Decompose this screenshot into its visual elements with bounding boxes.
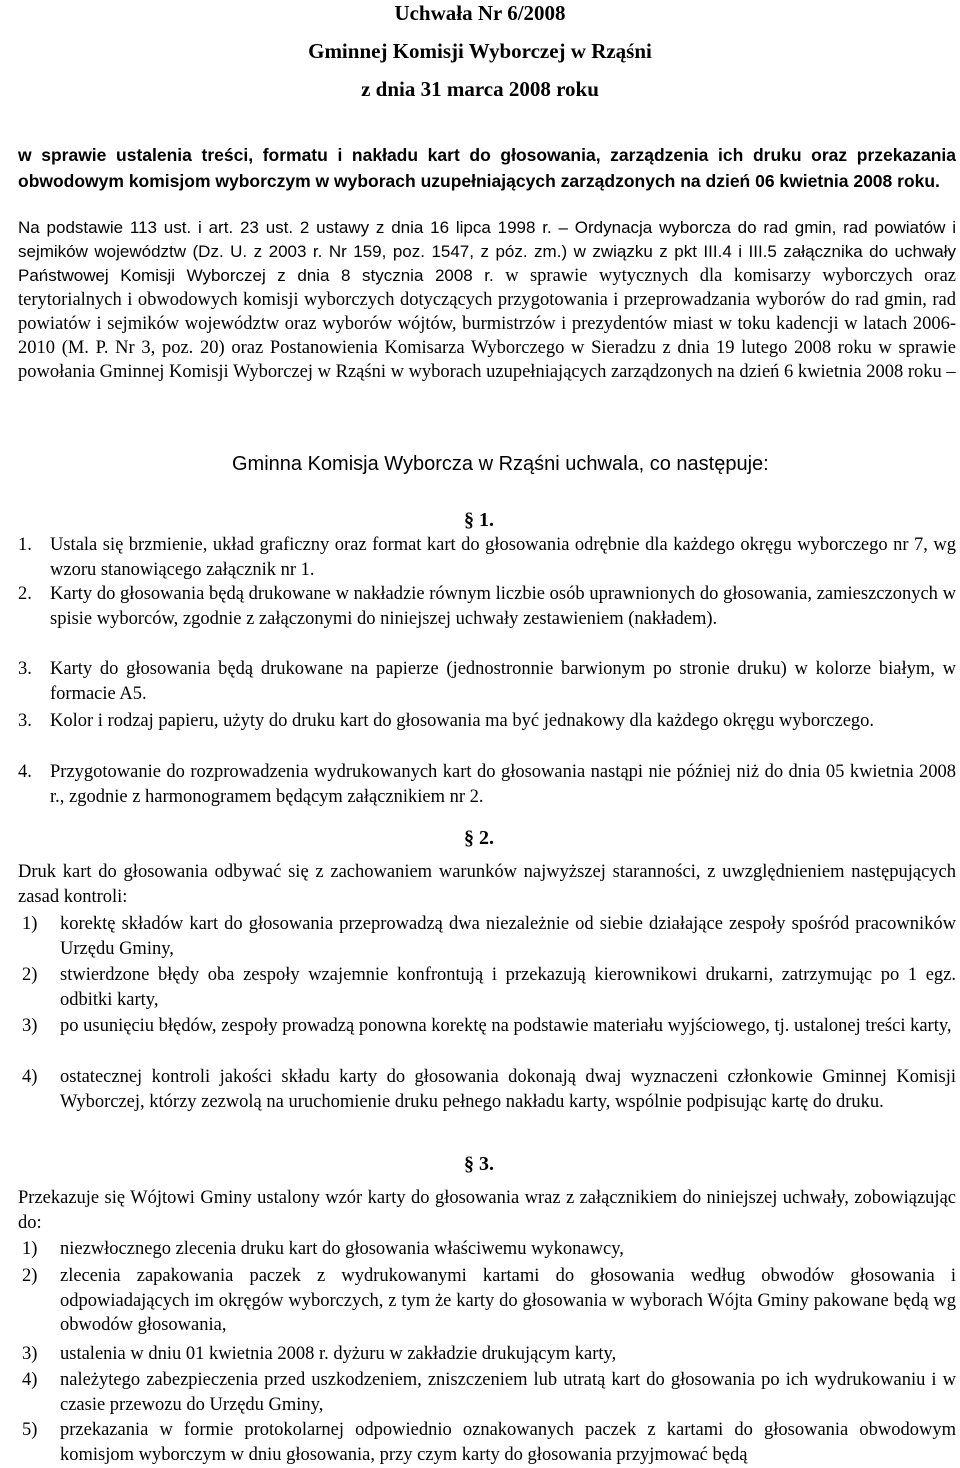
section-2-heading: § 2.	[464, 827, 494, 849]
resolution-subject: w sprawie ustalenia treści, formatu i nakładu kart do głosowania, zarządzenia ich druku oraz przekazania obwodowym komisjom wyborczym w wyborach uzupełniających zarządzonych na dzień 06 kwietnia 2008 roku.	[18, 145, 956, 191]
item-number: 3.	[18, 659, 32, 679]
section-3-item	[22, 1264, 956, 1338]
item-text: zlecenia zapakowania paczek z wydrukowanymi kartami do głosowania według obwodów głosowania i odpowiadających im okręgów wyborczych, z tym że karty do głosowania w wyborach Wójta Gminy pakowane będą wg obwodów głosowania,	[60, 1266, 956, 1335]
item-text: przekazania w formie protokolarnej odpowiednio oznakowanych paczek z kartami do głosowania obwodowym komisjom wyborczym w dniu głosowania, przy czym karty do głosowania przyjmować będą	[60, 1420, 956, 1465]
item-number: 5)	[22, 1420, 38, 1440]
item-number: 4.	[18, 762, 32, 782]
item-text: ustalenia w dniu 01 kwietnia 2008 r. dyżuru w zakładzie drukującym karty,	[60, 1344, 617, 1364]
legal-basis	[18, 216, 956, 384]
item-number: 3.	[18, 711, 32, 731]
section-2-item	[22, 963, 956, 1012]
legal-basis-part2: w sprawie wytycznych dla komisarzy wyborczych oraz terytorialnych i obwodowych komisji wyborczych dotyczących przygotowania i przeprowadzania wyborów do rad gmin, rad powiatów i sejmików województw oraz wyborów wójtów, burmistrzów i prezydentów miast w toku kadencji w latach 2006-2010 (M. P. Nr 3, poz. 20) oraz Postanowienia Komisarza Wyborczego w Sieradzu z dnia 19 lutego 2008 roku w sprawie powołania Gminnej Komisji Wyborczej w Rząśni w wyborach uzupełniających zarządzonych na dzień 6 kwietnia 2008 roku –	[18, 266, 956, 382]
item-text: Karty do głosowania będą drukowane w nakładzie równym liczbie osób uprawnionych do głosowania, zamieszczonych w spisie wyborców, zgodnie z załączonymi do niniejszej uchwały zestawieniem (nakładem).	[50, 584, 956, 629]
section-2-intro: Druk kart do głosowania odbywać się z zachowaniem warunków najwyższej staranności, z uwzględnieniem następujących zasad kontroli:	[18, 862, 956, 907]
section-1-item	[18, 760, 956, 809]
resolution-date: z dnia 31 marca 2008 roku	[361, 77, 599, 101]
item-number: 4)	[22, 1370, 38, 1390]
item-text: po usunięciu błędów, zespoły prowadzą ponowna korektę na podstawie materiału wyjściowego, tj. ustalonej treści karty,	[60, 1016, 952, 1036]
resolves-statement: Gminna Komisja Wyborcza w Rząśni uchwala, co następuje:	[232, 453, 769, 475]
item-number: 1.	[18, 535, 32, 555]
section-3-item	[22, 1237, 956, 1262]
section-3-item	[22, 1368, 956, 1417]
item-number: 4)	[22, 1067, 38, 1087]
item-number: 2)	[22, 965, 38, 985]
item-number: 3)	[22, 1344, 38, 1364]
section-2-item	[22, 1065, 956, 1114]
item-number: 2)	[22, 1266, 38, 1286]
resolution-body: Gminnej Komisji Wyborczej w Rząśni	[308, 39, 652, 63]
item-number: 2.	[18, 584, 32, 604]
item-text: Karty do głosowania będą drukowane na papierze (jednostronnie barwionym po stronie druku) w kolorze białym, w formacie A5.	[50, 659, 956, 704]
item-number: 1)	[22, 914, 38, 934]
section-1-item	[18, 709, 956, 734]
item-number: 1)	[22, 1239, 38, 1259]
section-1-item	[18, 533, 956, 582]
section-1-heading: § 1.	[464, 509, 494, 531]
item-text: Ustala się brzmienie, układ graficzny oraz format kart do głosowania odrębnie dla każdego okręgu wyborczego nr 7, wg wzoru stanowiącego załącznik nr 1.	[50, 535, 956, 580]
section-2-item	[22, 1014, 956, 1039]
item-text: należytego zabezpieczenia przed uszkodzeniem, zniszczeniem lub utratą kart do głosowania po ich wydrukowaniu i w czasie przewozu do Urzędu Gminy,	[60, 1370, 956, 1415]
item-number: 3)	[22, 1016, 38, 1036]
item-text: niezwłocznego zlecenia druku kart do głosowania właściwemu wykonawcy,	[60, 1239, 624, 1259]
item-text: stwierdzone błędy oba zespoły wzajemnie konfrontują i przekazują kierownikowi drukarni, zatrzymując po 1 egz. odbitki karty,	[60, 965, 956, 1010]
item-text: korektę składów kart do głosowania przeprowadzą dwa niezależnie od siebie działające zespoły spośród pracowników Urzędu Gminy,	[60, 914, 956, 959]
section-3-item	[22, 1342, 956, 1367]
item-text: Przygotowanie do rozprowadzenia wydrukowanych kart do głosowania nastąpi nie później niż do dnia 05 kwietnia 2008 r., zgodnie z harmonogramem będącym załącznikiem nr 2.	[50, 762, 956, 807]
section-1-item	[18, 582, 956, 631]
item-text: ostatecznej kontroli jakości składu karty do głosowania dokonają dwaj wyznaczeni członkowie Gminnej Komisji Wyborczej, którzy zezwolą na uruchomienie druku pełnego nakładu karty, wspólnie podpisując kartę do druku.	[60, 1067, 956, 1112]
section-2-item	[22, 912, 956, 961]
section-3-heading: § 3.	[464, 1153, 494, 1175]
item-text: Kolor i rodzaj papieru, użyty do druku kart do głosowania ma być jednakowy dla każdego okręgu wyborczego.	[50, 711, 875, 731]
resolution-title: Uchwała Nr 6/2008	[394, 1, 566, 25]
section-3-intro: Przekazuje się Wójtowi Gminy ustalony wzór karty do głosowania wraz z załącznikiem do niniejszej uchwały, zobowiązując do:	[18, 1188, 956, 1233]
section-1-item	[18, 657, 956, 706]
section-3-item	[22, 1418, 956, 1467]
legal-basis-part1: Na podstawie 113 ust. i art. 23 ust. 2 ustawy z dnia 16 lipca 1998 r. – Ordynacja wyborcza do rad gmin, rad powiatów i sejmików województw (Dz. U. z 2003 r. Nr 159, poz. 1547, z póz. zm.) w związku z pkt III.4 i III.5 załącznika do uchwały Państwowej Komisji Wyborczej z dnia 8 stycznia 2008 r.	[18, 218, 956, 285]
